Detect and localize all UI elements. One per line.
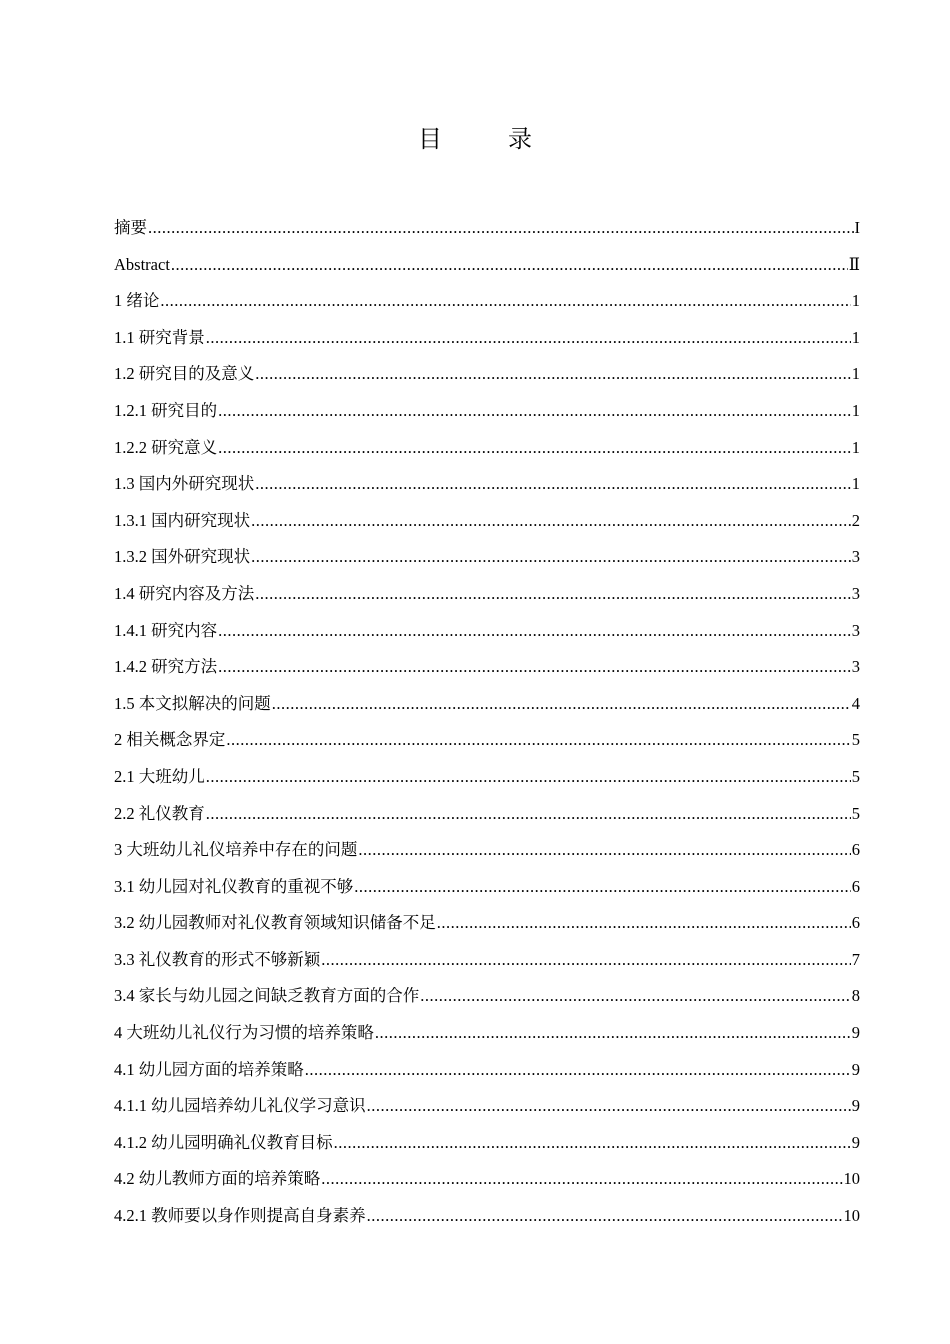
toc-entry[interactable]: [114, 283, 860, 320]
toc-dot-leader: [218, 649, 851, 686]
toc-entry[interactable]: [114, 1125, 860, 1162]
toc-entry-page-number: 1: [851, 364, 860, 384]
toc-dot-leader: [206, 320, 851, 357]
toc-entry-label: 1.4.2 研究方法: [114, 657, 218, 677]
toc-entry[interactable]: [114, 832, 860, 869]
toc-entry[interactable]: [114, 686, 860, 723]
toc-entry-label: 1.3.2 国外研究现状: [114, 547, 251, 567]
toc-entry-page-number: 3: [851, 657, 860, 677]
toc-entry-page-number: 7: [851, 949, 860, 969]
toc-entry-label: 4.2 幼儿教师方面的培养策略: [114, 1169, 321, 1189]
toc-entry[interactable]: [114, 503, 860, 540]
toc-dot-leader: [375, 1015, 851, 1052]
toc-entry-page-number: 6: [851, 913, 860, 933]
toc-entry-page-number: 10: [843, 1206, 860, 1226]
toc-title: 目 录: [418, 127, 562, 153]
toc-entry[interactable]: [114, 247, 860, 284]
toc-entry-page-number: 9: [851, 1059, 860, 1079]
toc-entry[interactable]: [114, 576, 860, 613]
toc-entry[interactable]: [114, 613, 860, 650]
toc-dot-leader: [272, 686, 851, 723]
toc-dot-leader: [358, 832, 850, 869]
toc-dot-leader: [218, 613, 851, 650]
toc-entry-page-number: Ⅱ: [848, 254, 860, 274]
toc-entry[interactable]: [114, 539, 860, 576]
toc-entry[interactable]: [114, 978, 860, 1015]
toc-dot-leader: [255, 466, 851, 503]
toc-entry-label: 1.4 研究内容及方法: [114, 583, 255, 603]
toc-entry-label: 2.1 大班幼儿: [114, 766, 205, 786]
toc-entry-page-number: 8: [851, 986, 860, 1006]
toc-entry-page-number: 9: [851, 1023, 860, 1043]
toc-entry[interactable]: [114, 430, 860, 467]
toc-dot-leader: [160, 283, 850, 320]
toc-entry-page-number: 1: [851, 327, 860, 347]
toc-entry[interactable]: [114, 942, 860, 979]
toc-dot-leader: [321, 1161, 842, 1198]
toc-entry-label: 3.2 幼儿园教师对礼仪教育领域知识储备不足: [114, 913, 436, 933]
toc-dot-leader: [354, 869, 851, 906]
toc-dot-leader: [251, 539, 851, 576]
toc-entry-label: 3 大班幼儿礼仪培养中存在的问题: [114, 840, 358, 860]
toc-dot-leader: [255, 576, 851, 613]
toc-entry-page-number: 10: [843, 1169, 860, 1189]
toc-entry-page-number: 1: [851, 474, 860, 494]
toc-dot-leader: [226, 722, 850, 759]
toc-entry-label: 3.3 礼仪教育的形式不够新颖: [114, 949, 321, 969]
toc-entry-label: 3.4 家长与幼儿园之间缺乏教育方面的合作: [114, 986, 420, 1006]
toc-entry[interactable]: [114, 466, 860, 503]
toc-dot-leader: [321, 942, 851, 979]
toc-entry-label: 1.3 国内外研究现状: [114, 474, 255, 494]
toc-entry[interactable]: [114, 1015, 860, 1052]
toc-dot-leader: [437, 905, 851, 942]
toc-entry-page-number: 6: [851, 876, 860, 896]
toc-dot-leader: [420, 978, 851, 1015]
toc-entry-label: 1.2 研究目的及意义: [114, 364, 255, 384]
toc-entry-page-number: 5: [851, 803, 860, 823]
toc-entry-page-number: 3: [851, 583, 860, 603]
toc-entry-page-number: 6: [851, 840, 860, 860]
toc-entry-page-number: 9: [851, 1132, 860, 1152]
toc-entry-label: 3.1 幼儿园对礼仪教育的重视不够: [114, 876, 354, 896]
toc-entry[interactable]: [114, 1198, 860, 1235]
toc-entry[interactable]: [114, 210, 860, 247]
toc-entry-label: 1.4.1 研究内容: [114, 620, 218, 640]
toc-entry[interactable]: [114, 905, 860, 942]
toc-entry-page-number: 5: [851, 730, 860, 750]
toc-entry[interactable]: [114, 649, 860, 686]
toc-entry-label: 1.1 研究背景: [114, 327, 205, 347]
toc-entry-label: 1.5 本文拟解决的问题: [114, 693, 271, 713]
toc-entry-label: 1.3.1 国内研究现状: [114, 510, 251, 530]
toc-entry-page-number: 9: [851, 1096, 860, 1116]
toc-entry[interactable]: [114, 320, 860, 357]
toc-entry-label: 1 绪论: [114, 291, 160, 311]
toc-entry[interactable]: [114, 1052, 860, 1089]
toc-entry[interactable]: [114, 1161, 860, 1198]
toc-entry-label: 4.1 幼儿园方面的培养策略: [114, 1059, 304, 1079]
toc-entry[interactable]: [114, 759, 860, 796]
toc-dot-leader: [255, 356, 851, 393]
toc-entry-page-number: 4: [851, 693, 860, 713]
toc-entry-label: 4 大班幼儿礼仪行为习惯的培养策略: [114, 1023, 374, 1043]
toc-entry-page-number: 1: [851, 400, 860, 420]
toc-entry[interactable]: [114, 869, 860, 906]
toc-entry-page-number: 5: [851, 766, 860, 786]
toc-entry-label: Abstract: [114, 254, 170, 274]
toc-entry-page-number: 1: [851, 291, 860, 311]
toc-entry-label: 4.1.1 幼儿园培养幼儿礼仪学习意识: [114, 1096, 366, 1116]
toc-dot-leader: [206, 759, 851, 796]
toc-entry[interactable]: [114, 393, 860, 430]
toc-dot-leader: [367, 1088, 851, 1125]
toc-dot-leader: [334, 1125, 851, 1162]
toc-dot-leader: [206, 796, 851, 833]
toc-entry[interactable]: [114, 722, 860, 759]
toc-entry[interactable]: [114, 1088, 860, 1125]
toc-entry-page-number: 3: [851, 547, 860, 567]
toc-dot-leader: [218, 430, 851, 467]
toc-entry[interactable]: [114, 356, 860, 393]
toc-dot-leader: [148, 210, 854, 247]
toc-entry-label: 4.1.2 幼儿园明确礼仪教育目标: [114, 1132, 333, 1152]
toc-dot-leader: [305, 1052, 851, 1089]
toc-entry-page-number: 3: [851, 620, 860, 640]
toc-dot-leader: [171, 247, 848, 284]
toc-dot-leader: [218, 393, 851, 430]
toc-list: [114, 210, 860, 1235]
toc-dot-leader: [367, 1198, 843, 1235]
toc-entry[interactable]: [114, 796, 860, 833]
toc-entry-page-number: 2: [851, 510, 860, 530]
toc-entry-label: 2 相关概念界定: [114, 730, 226, 750]
toc-entry-label: 摘要: [114, 218, 147, 237]
toc-entry-label: 2.2 礼仪教育: [114, 803, 205, 823]
toc-entry-label: 4.2.1 教师要以身作则提高自身素养: [114, 1206, 366, 1226]
toc-entry-page-number: 1: [851, 437, 860, 457]
toc-entry-label: 1.2.2 研究意义: [114, 437, 218, 457]
toc-dot-leader: [251, 503, 851, 540]
toc-entry-page-number: I: [854, 218, 860, 237]
toc-entry-label: 1.2.1 研究目的: [114, 400, 218, 420]
